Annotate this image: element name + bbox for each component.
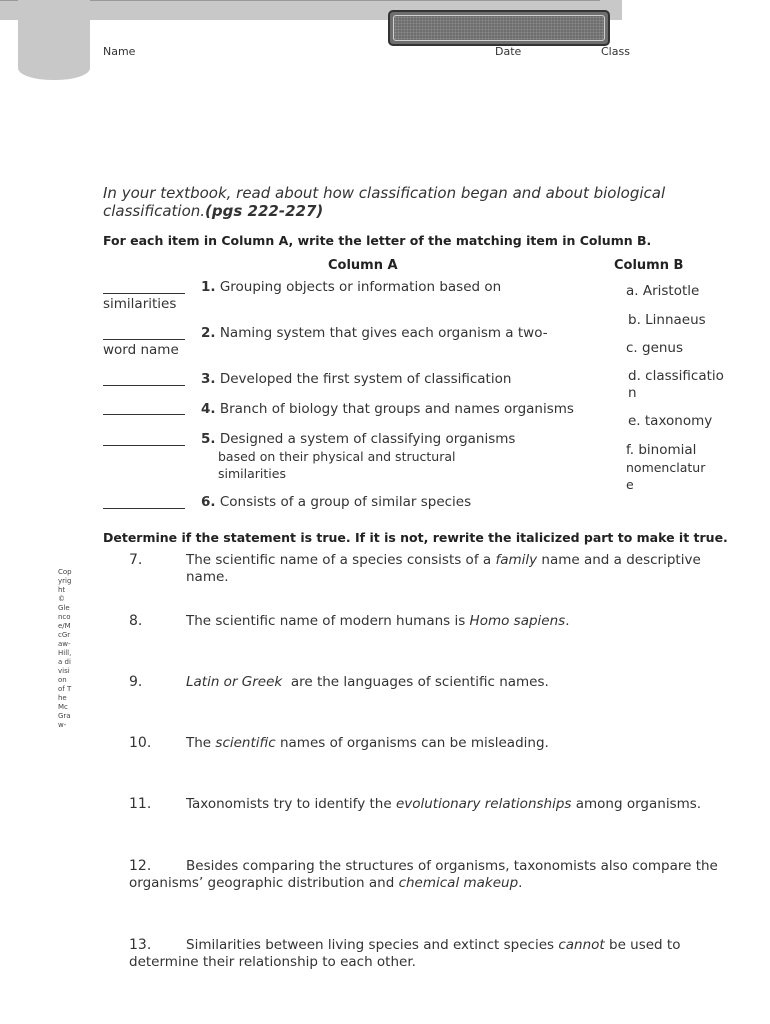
answer-blank-3[interactable] <box>103 385 185 386</box>
class-label: Class <box>601 45 630 58</box>
answer-option-f: f. binomial <box>626 442 697 458</box>
answer-option-e: e. taxonomy <box>628 413 713 429</box>
date-label: Date <box>495 45 522 58</box>
answer-option-f-cont: nomenclatur <box>626 460 706 475</box>
matching-item-5-cont2: similarities <box>218 466 286 481</box>
answer-blank-4[interactable] <box>103 414 185 415</box>
answer-option-b: b. Linnaeus <box>628 312 706 328</box>
statement-7: The scientific name of a species consists of a family name and a descriptive name. <box>186 552 701 585</box>
header-tab <box>18 0 90 80</box>
answer-option-d: d. classificatio <box>628 368 724 384</box>
statement-8-num: 8. <box>129 613 143 629</box>
column-b-title: Column B <box>614 258 684 273</box>
statement-9: Latin or Greek are the languages of scientific names. <box>186 674 549 690</box>
header-line <box>0 0 600 1</box>
statement-10-num: 10. <box>129 735 152 751</box>
intro-body: In your textbook, read about how classification began and about biological classification. <box>103 184 666 220</box>
matching-instruction: For each item in Column A, write the letter of the matching item in Column B. <box>103 233 652 248</box>
matching-item-4: 4. Branch of biology that groups and names organisms <box>201 401 574 417</box>
statement-8: The scientific name of modern humans is Homo sapiens. <box>186 613 570 629</box>
intro-pages: (pgs 222-227) <box>205 202 324 220</box>
intro-text <box>103 184 703 220</box>
name-label: Name <box>103 45 136 58</box>
answer-option-d-cont: n <box>628 385 637 401</box>
answer-option-f-cont2: e <box>626 477 634 492</box>
statement-11: Taxonomists try to identify the evolutionary relationships among organisms. <box>186 796 702 812</box>
matching-item-1: 1. Grouping objects or information based on <box>201 279 502 295</box>
matching-item-6: 6. Consists of a group of similar species <box>201 494 472 510</box>
statement-11-num: 11. <box>129 796 152 812</box>
answer-option-a: a. Aristotle <box>626 283 700 299</box>
title-box <box>388 10 610 46</box>
answer-blank-1[interactable] <box>103 293 185 294</box>
matching-item-2-cont: word name <box>103 342 179 358</box>
matching-item-1-cont: similarities <box>103 296 177 312</box>
statement-10: The scientific names of organisms can be misleading. <box>186 735 549 751</box>
answer-blank-6[interactable] <box>103 508 185 509</box>
statement-13: 13. Similarities between living species and extinct species cannot be used to determine their relationship to each other. <box>129 937 681 970</box>
answer-blank-2[interactable] <box>103 339 185 340</box>
matching-item-5-cont: based on their physical and structural <box>218 449 456 464</box>
statement-9-num: 9. <box>129 674 143 690</box>
true-false-instruction: Determine if the statement is true. If it is not, rewrite the italicized part to make it true. <box>103 530 728 545</box>
copyright-notice: Copyright © Glencoe/McGraw-Hill, a division of The McGraw- <box>58 568 72 729</box>
statement-12: 12. Besides comparing the structures of organisms, taxonomists also compare the organisms’ geographic distribution and chemical makeup. <box>129 858 718 891</box>
matching-item-5: 5. Designed a system of classifying organisms <box>201 431 516 447</box>
matching-item-3: 3. Developed the first system of classification <box>201 371 512 387</box>
matching-item-2: 2. Naming system that gives each organism a two- <box>201 325 548 341</box>
column-a-title: Column A <box>328 258 398 273</box>
answer-blank-5[interactable] <box>103 445 185 446</box>
statement-7-num: 7. <box>129 552 143 568</box>
answer-option-c: c. genus <box>626 340 684 356</box>
